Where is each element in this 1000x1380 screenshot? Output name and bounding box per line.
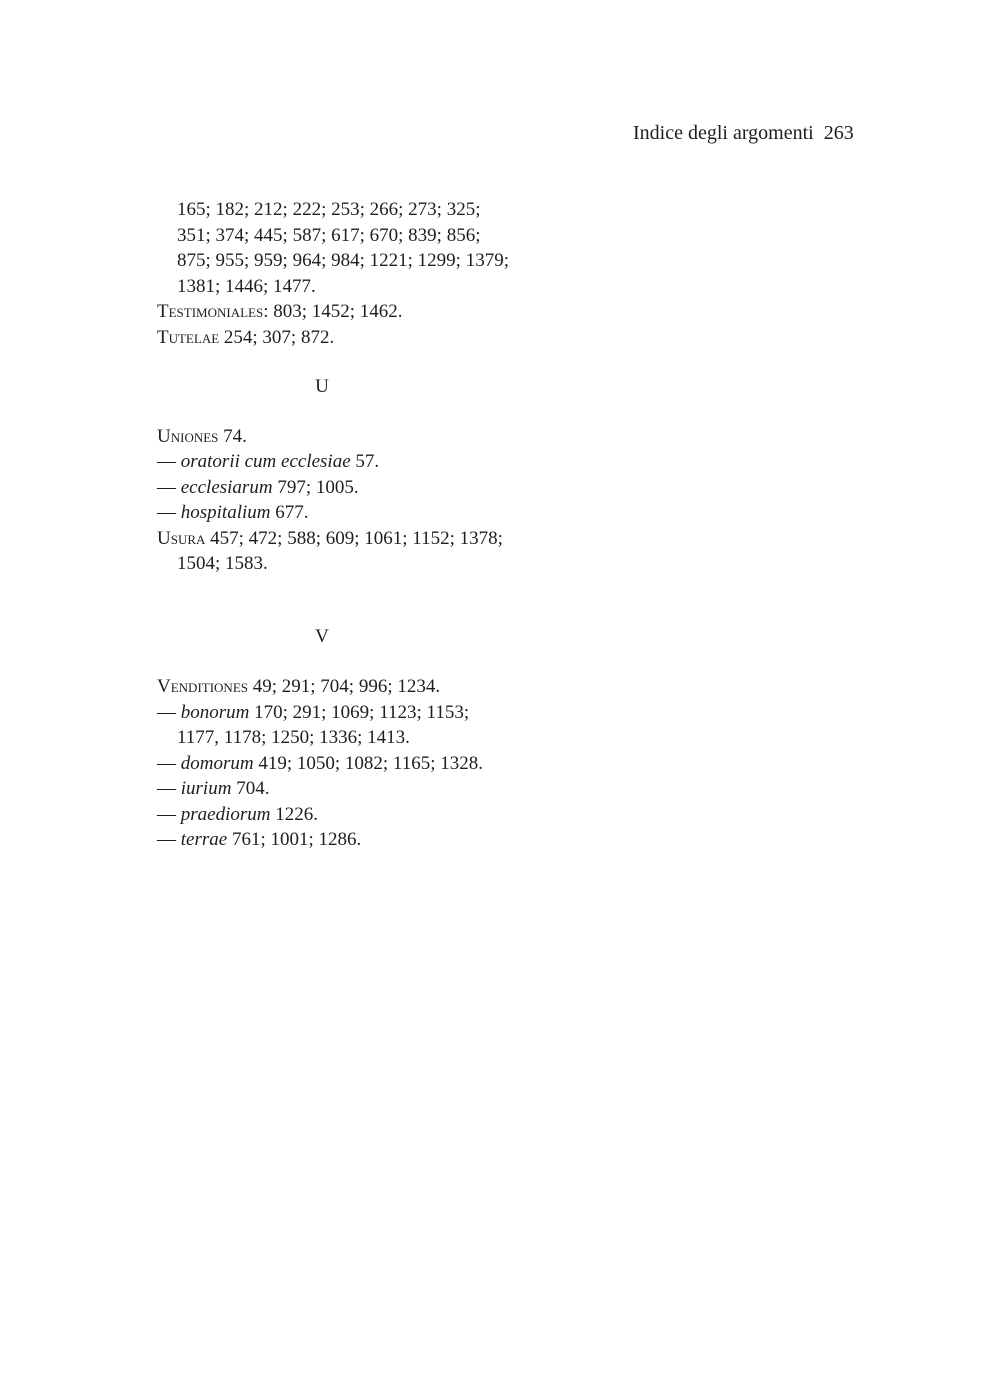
sub-entry	[157, 827, 517, 853]
entry-term: Tutelae	[157, 326, 220, 348]
page-number: 263	[823, 122, 854, 144]
sub-entry-dash: —	[157, 752, 181, 774]
entry-refs: 803; 1452; 1462.	[268, 301, 403, 322]
sub-entry-term: iurium	[180, 778, 232, 799]
index-entry-uniones	[157, 424, 517, 450]
sub-entry-refs: 677.	[270, 502, 309, 523]
sub-entry-dash: —	[157, 829, 181, 850]
sub-entry-term: praediorum	[180, 803, 271, 825]
sub-entry	[157, 500, 517, 526]
sub-entry-term: hospitalium	[180, 502, 271, 523]
index-entry-tutelae	[157, 325, 517, 351]
sub-entry-dash: —	[157, 451, 181, 472]
letter-heading-u: U	[315, 376, 329, 397]
index-continuation-line: 165; 182; 212; 222; 253; 266; 273; 325;	[177, 199, 481, 220]
entry-refs: 74.	[218, 425, 247, 447]
sub-entry	[157, 776, 517, 802]
sub-entry-refs: 761; 1001; 1286.	[227, 829, 362, 850]
letter-heading-v: V	[315, 625, 329, 647]
index-continuation-line: 351; 374; 445; 587; 617; 670; 839; 856;	[177, 224, 481, 246]
entry-refs: 457; 472; 588; 609; 1061; 1152; 1378;	[205, 527, 503, 549]
entry-term: Testimoniales:	[157, 301, 269, 322]
sub-entry	[157, 751, 517, 777]
index-continuation-line: 875; 955; 959; 964; 984; 1221; 1299; 1379;	[177, 250, 509, 271]
sub-entry-term: ecclesiarum	[180, 476, 273, 498]
sub-entry-refs: 704.	[231, 778, 270, 799]
running-head-title: Indice degli argomenti	[633, 122, 814, 144]
entry-term: Venditiones	[157, 676, 248, 697]
sub-entry-dash: —	[157, 502, 181, 523]
entry-refs: 49; 291; 704; 996; 1234.	[248, 676, 441, 697]
sub-entry-refs: 797; 1005.	[272, 476, 359, 498]
sub-entry-term: terrae	[180, 829, 228, 850]
sub-entry-dash: —	[157, 476, 181, 498]
sub-entry-dash: —	[157, 803, 181, 825]
sub-entry	[157, 802, 517, 828]
sub-entry-term: bonorum	[180, 701, 250, 723]
sub-entry-dash: —	[157, 701, 181, 723]
index-entry-usura	[157, 526, 517, 552]
sub-entry-refs: 57.	[350, 451, 380, 472]
sub-entry	[157, 449, 517, 475]
sub-entry	[157, 700, 517, 726]
index-continuation-line: 1177, 1178; 1250; 1336; 1413.	[177, 727, 410, 748]
index-continuation-line: 1381; 1446; 1477.	[177, 275, 316, 297]
subject-index	[157, 197, 517, 853]
entry-term: Usura	[157, 527, 206, 549]
entry-term: Uniones	[157, 425, 219, 447]
index-entry-testimoniales	[157, 299, 517, 325]
index-continuation-line: 1504; 1583.	[177, 553, 268, 574]
sub-entry-refs: 1226.	[270, 803, 318, 825]
sub-entry-term: domorum	[180, 752, 254, 774]
sub-entry-dash: —	[157, 778, 181, 799]
sub-entry	[157, 475, 517, 501]
sub-entry-refs: 419; 1050; 1082; 1165; 1328.	[253, 752, 484, 774]
sub-entry-term: oratorii cum ecclesiae	[180, 451, 351, 472]
sub-entry-refs: 170; 291; 1069; 1123; 1153;	[249, 701, 470, 723]
entry-refs: 254; 307; 872.	[219, 326, 335, 348]
index-entry-venditiones	[157, 674, 517, 700]
running-head	[633, 122, 854, 145]
